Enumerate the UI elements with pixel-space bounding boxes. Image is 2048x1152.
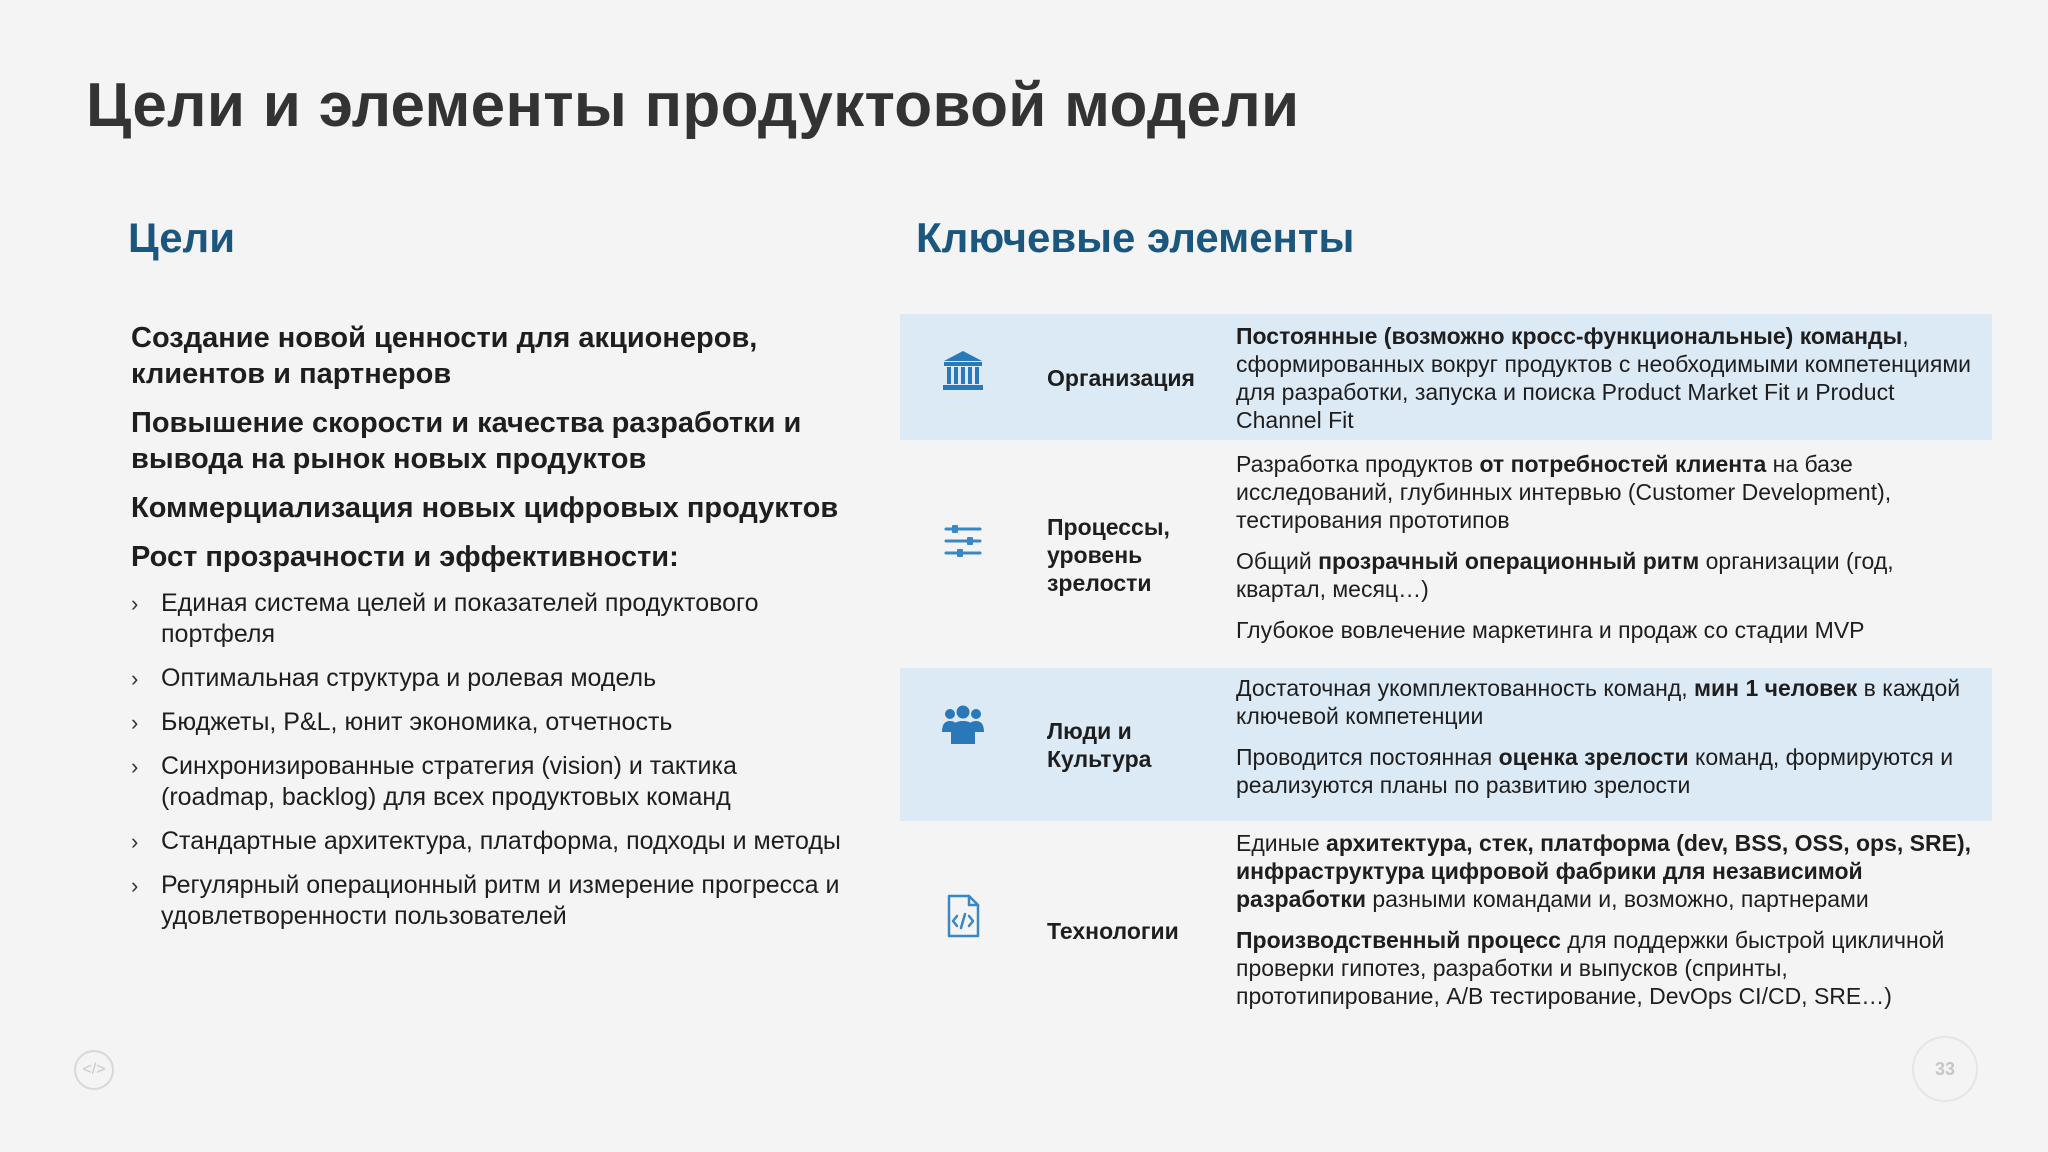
code-file-icon [940, 893, 986, 939]
row-paragraph [1236, 674, 1986, 730]
text-run: Единые [1236, 830, 1327, 856]
chevron-right-icon: › [131, 591, 139, 616]
bold-run: архитектура, стек, платформа (dev, BSS, OSS, ops, SRE), инфраструктура цифровой фабрики для независимой разработки [1236, 830, 1972, 912]
goal-item: Повышение скорости и качества разработки и вывода на рынок новых продуктов [131, 407, 802, 475]
subitem [131, 588, 851, 650]
text-run: разными командами и, возможно, партнерами [1366, 886, 1869, 912]
chevron-right-icon: › [131, 829, 139, 854]
row-label-processes: Процессы, уровень зрелости [1047, 514, 1170, 596]
bold-run: от потребностей клиента [1479, 451, 1767, 477]
goals-heading: Цели [128, 214, 236, 261]
chevron-right-icon: › [131, 666, 139, 691]
row-paragraph [1236, 829, 1986, 913]
bold-run: мин 1 человек [1694, 675, 1858, 701]
row-paragraph [1236, 926, 1986, 1010]
text-run: Общий [1236, 548, 1319, 574]
row-paragraph [1236, 547, 1986, 603]
subitem [131, 707, 851, 738]
chevron-right-icon: › [131, 710, 139, 735]
text-run: команд, формируются и реализуются планы по развитию зрелости [1236, 744, 1954, 798]
chevron-right-icon: › [131, 873, 139, 898]
text-run: для поддержки быстрой цикличной проверки гипотез, разработки и выпусков (спринты, прототипирование, A/B тестирование, DevOps CI/CD, SRE…) [1236, 927, 1945, 1009]
subitem-text: Синхронизированные стратегия (vision) и тактика (roadmap, backlog) для всех продуктовых команд [161, 752, 737, 811]
sliders-icon [940, 518, 986, 564]
subitem [131, 751, 851, 813]
bold-run: Постоянные (возможно кросс-функциональные) команды [1236, 323, 1903, 349]
bold-run: прозрачный операционный ритм [1318, 548, 1700, 574]
text-run: Достаточная укомплектованность команд, [1236, 675, 1695, 701]
people-icon [940, 702, 986, 748]
text-run: на базе исследований, глубинных интервью (Customer Development), тестирования прототипов [1236, 451, 1892, 533]
text-run: организации (год, квартал, месяц…) [1236, 548, 1894, 602]
row-text-organization [1236, 322, 1986, 447]
bold-run: Производственный процесс [1236, 927, 1561, 953]
subitem-text: Регулярный операционный ритм и измерение прогресса и удовлетворенности пользователей [161, 871, 840, 930]
row-text-processes [1236, 450, 1986, 657]
goal-subitems [131, 588, 851, 932]
goal-item: Коммерциализация новых цифровых продуктов [131, 492, 839, 524]
page-number: 33 [1912, 1036, 1978, 1102]
row-paragraph [1236, 616, 1986, 644]
elements-heading: Ключевые элементы [916, 214, 1355, 261]
row-text-technologies [1236, 829, 1986, 1023]
row-label-technologies: Технологии [1047, 918, 1179, 944]
text-run: в каждой ключевой компетенции [1236, 675, 1961, 729]
row-paragraph [1236, 450, 1986, 534]
bold-run: оценка зрелости [1498, 744, 1689, 770]
row-paragraph [1236, 743, 1986, 799]
subitem [131, 870, 851, 932]
text-run: Глубокое вовлечение маркетинга и продаж со стадии MVP [1236, 617, 1865, 643]
subitem-text: Единая система целей и показателей продуктового портфеля [161, 589, 759, 648]
row-paragraph [1236, 322, 1986, 434]
text-run: Разработка продуктов [1236, 451, 1480, 477]
row-label-people: Люди и Культура [1047, 718, 1152, 772]
subitem-text: Оптимальная структура и ролевая модель [161, 664, 657, 692]
slide-title: Цели и элементы продуктовой модели [86, 71, 1300, 140]
chevron-right-icon: › [131, 754, 139, 779]
row-label-organization: Организация [1047, 365, 1195, 391]
goal-item: Рост прозрачности и эффективности: [131, 541, 679, 573]
goals-list [131, 320, 851, 945]
subitem-text: Бюджеты, P&L, юнит экономика, отчетность [161, 708, 673, 736]
text-run: Проводится постоянная [1236, 744, 1499, 770]
subitem [131, 663, 851, 694]
goal-item: Создание новой ценности для акционеров, клиентов и партнеров [131, 322, 758, 390]
subitem-text: Стандартные архитектура, платформа, подходы и методы [161, 827, 841, 855]
row-text-people [1236, 674, 1986, 812]
code-brackets-icon: </> [74, 1050, 114, 1090]
subitem [131, 826, 851, 857]
text-run: , сформированных вокруг продуктов с необходимыми компетенциями для разработки, запуска и поиска Product Market Fit и Product Channel Fit [1236, 323, 1971, 433]
institution-icon [940, 348, 986, 394]
